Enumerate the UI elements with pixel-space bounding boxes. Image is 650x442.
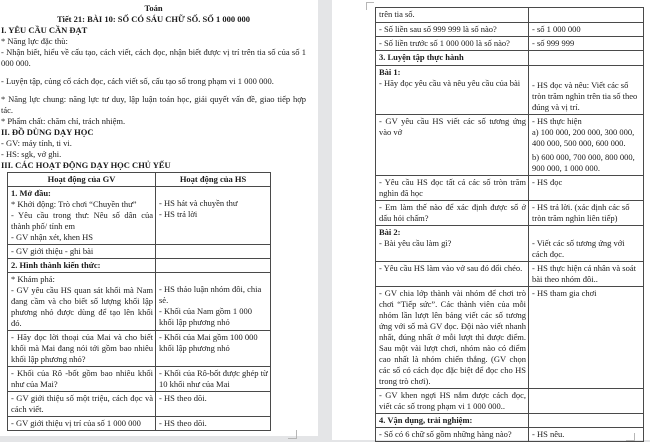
table-row bbox=[8, 187, 271, 245]
hs-cell bbox=[529, 8, 644, 23]
table-row bbox=[376, 414, 644, 428]
crop-mark-icon bbox=[288, 430, 297, 439]
table-row bbox=[376, 287, 644, 389]
table-row bbox=[376, 8, 644, 23]
table-row bbox=[376, 37, 644, 51]
page-left-content bbox=[0, 0, 318, 431]
text-line: - HS đọc và nêu: Viết các số tròn trăm nghìn trên tia số theo đúng và vị trí. bbox=[532, 80, 638, 112]
text-line: 1. Mở đầu: bbox=[11, 188, 51, 198]
text-line: - Yêu cầu HS làm vào vở sau đó đổi chéo. bbox=[379, 263, 523, 273]
text-line: - Khối của Rô-bốt được ghép từ 10 khối như của Mai bbox=[159, 368, 268, 389]
column-header: Hoạt động của HS bbox=[156, 173, 271, 187]
gv-cell bbox=[376, 201, 529, 226]
activities-table-page1 bbox=[7, 172, 271, 431]
hs-cell bbox=[156, 259, 271, 273]
text-line: Bài 1: bbox=[379, 67, 401, 77]
table-row bbox=[8, 331, 271, 367]
table-row bbox=[376, 428, 644, 442]
text-line: - GV yêu cầu HS quan sát khối mà Nam đang cầm và cho biết số lượng khối lập phương nhỏ được dùng để tạo lên khối đó. bbox=[11, 285, 153, 328]
text-line: 3. Luyện tập thực hành bbox=[379, 52, 464, 62]
gv-cell bbox=[376, 389, 529, 414]
table-row bbox=[8, 273, 271, 331]
gv-cell bbox=[8, 331, 156, 367]
paragraph: Toán bbox=[144, 3, 163, 13]
gv-cell bbox=[376, 66, 529, 115]
hs-cell bbox=[529, 389, 644, 414]
gv-cell bbox=[8, 367, 156, 392]
gv-cell bbox=[376, 176, 529, 201]
hs-cell bbox=[156, 331, 271, 367]
text-line: - Khối của Mai gồm 100 000 khối lập phương nhỏ bbox=[159, 332, 258, 353]
text-line: - Viết các số tương ứng với cách đọc. bbox=[532, 238, 625, 259]
gv-cell bbox=[376, 226, 529, 262]
hs-cell bbox=[529, 262, 644, 287]
text-line: - Khối của Nam gồm 1 000 khối lập phương nhỏ bbox=[159, 306, 253, 327]
table-row bbox=[8, 417, 271, 431]
paragraph: Tiết 21: BÀI 10: SỐ CÓ SÁU CHỮ SỐ. SỐ 1 000 000 bbox=[57, 14, 250, 24]
table-row bbox=[376, 176, 644, 201]
text-line: - HS trả lời. (xác định các số tròn trăm nghìn liên tiếp) bbox=[532, 202, 630, 223]
gv-cell bbox=[376, 51, 529, 66]
text-line: - HS theo dõi. bbox=[159, 418, 207, 428]
table-row bbox=[8, 367, 271, 392]
hs-cell bbox=[529, 66, 644, 115]
text-line: - Hãy đọc yêu cầu và nêu yêu cầu của bài bbox=[379, 78, 521, 88]
text-line: - Bài yêu cầu làm gì? bbox=[379, 238, 452, 248]
hs-cell bbox=[529, 226, 644, 262]
lesson-header-block bbox=[1, 3, 306, 171]
hs-cell bbox=[529, 414, 644, 428]
table-row bbox=[376, 226, 644, 262]
text-line: - Số liền trước số 1 000 000 là số nào? bbox=[379, 38, 510, 48]
gv-cell bbox=[8, 273, 156, 331]
gv-cell bbox=[376, 8, 529, 23]
hs-cell bbox=[156, 187, 271, 245]
text-line: - GV khen ngợi HS nắm được cách đọc, viết các số trong phạm vi 1 000 000.. bbox=[379, 390, 526, 411]
gv-cell bbox=[376, 428, 529, 442]
hs-cell bbox=[529, 176, 644, 201]
table-row bbox=[376, 51, 644, 66]
text-line: - Số có 6 chữ số gồm những hàng nào? bbox=[379, 429, 512, 439]
gv-cell bbox=[8, 245, 156, 259]
table-row bbox=[376, 389, 644, 414]
text-line: * Khám phá: bbox=[11, 274, 55, 284]
table-row bbox=[376, 66, 644, 115]
hs-cell bbox=[156, 273, 271, 331]
hs-cell bbox=[156, 245, 271, 259]
gv-cell bbox=[376, 287, 529, 389]
text-line: b) 600 000, 700 000, 800 000, 900 000, 1 000 000. bbox=[532, 152, 635, 173]
gv-cell bbox=[376, 37, 529, 51]
text-line: - Em làm thế nào để xác định được số ở dấu hỏi chấm? bbox=[379, 202, 526, 223]
text-line: - HS theo dõi. bbox=[159, 393, 207, 403]
paragraph: II. ĐỒ DÙNG DẠY HỌC bbox=[1, 127, 94, 137]
text-line: - GV giới thiệu số một triệu, cách đọc và cách viết. bbox=[11, 393, 153, 414]
table-row bbox=[8, 392, 271, 417]
text-line: - Yêu cầu trong thư: Nêu số dân của thành phố/ tỉnh em bbox=[11, 210, 153, 231]
paragraph: - Luyện tập, củng cố cách đọc, cách viết số, cấu tạo số trong phạm vi 1 000 000. bbox=[1, 76, 274, 86]
table-header-row bbox=[8, 173, 271, 187]
paragraph: - HS: sgk, vở ghi. bbox=[1, 149, 62, 159]
text-line: - HS trả lời bbox=[159, 209, 198, 219]
paragraph: * Phẩm chất: chăm chỉ, trách nhiệm. bbox=[1, 116, 126, 126]
text-line: trên tia số. bbox=[379, 9, 415, 19]
table-row bbox=[8, 245, 271, 259]
hs-cell bbox=[156, 417, 271, 431]
text-line: - HS tham gia chơi bbox=[532, 288, 597, 298]
text-line: - Hãy đọc lời thoại của Mai và cho biết khối mà Mai đang nói tới gồm bao nhiêu khối lập phương nhỏ? bbox=[11, 332, 153, 364]
text-line: - số 999 999 bbox=[532, 38, 575, 48]
gv-cell bbox=[376, 262, 529, 287]
gv-cell bbox=[8, 392, 156, 417]
hs-cell bbox=[529, 115, 644, 176]
text-line: - HS đọc bbox=[532, 177, 563, 187]
text-line: Bài 2: bbox=[379, 227, 401, 237]
text-line: - HS nêu. bbox=[532, 429, 565, 439]
text-line: - số 1 000 000 bbox=[532, 24, 581, 34]
paragraph: * Năng lực chung: năng lực tư duy, lập luận toán học, giải quyết vấn đề, giao tiếp hợp tác. bbox=[1, 94, 306, 115]
text-line: - Số liền sau số 999 999 là số nào? bbox=[379, 24, 497, 34]
hs-cell bbox=[156, 367, 271, 392]
hs-cell bbox=[529, 37, 644, 51]
text-line: - HS hát và chuyền thư bbox=[159, 198, 238, 208]
column-header: Hoạt động của GV bbox=[8, 173, 156, 187]
text-line: a) 100 000, 200 000, 300 000, 400 000, 500 000, 600 000. bbox=[532, 127, 635, 148]
activities-table-page2 bbox=[375, 7, 644, 442]
gv-cell bbox=[376, 23, 529, 37]
hs-cell bbox=[529, 287, 644, 389]
text-line: * Khởi động: Trò chơi “Chuyền thư” bbox=[11, 199, 137, 209]
page-right bbox=[332, 0, 650, 440]
paragraph: I. YÊU CẦU CẦN ĐẠT bbox=[1, 25, 88, 35]
paragraph: III. CÁC HOẠT ĐỘNG DẠY HỌC CHỦ YẾU bbox=[1, 160, 171, 170]
table-row bbox=[376, 201, 644, 226]
table-row bbox=[8, 259, 271, 273]
table-row bbox=[376, 115, 644, 176]
page-left bbox=[0, 0, 318, 436]
text-line: - GV giới thiệu - ghi bài bbox=[11, 246, 94, 256]
text-line: 4. Vận dụng, trải nghiệm: bbox=[379, 415, 473, 425]
hs-cell bbox=[156, 392, 271, 417]
table-row bbox=[376, 23, 644, 37]
gv-cell bbox=[376, 115, 529, 176]
hs-cell bbox=[529, 23, 644, 37]
gv-cell bbox=[8, 417, 156, 431]
text-line: - GV nhận xét, khen HS bbox=[11, 232, 93, 242]
text-line: - HS thảo luận nhóm đôi, chia sẻ. bbox=[159, 284, 262, 305]
paragraph: * Năng lực đặc thù: bbox=[1, 36, 68, 46]
paragraph: - Nhận biết, hiểu về cấu tạo, cách viết, cách đọc, nhận biết được vị trí trên tia số của số 1 000 000. bbox=[1, 47, 306, 68]
text-line: 2. Hình thành kiến thức: bbox=[11, 260, 101, 270]
text-line: - Yêu cầu HS đọc tất cả các số tròn trăm nghìn đã học bbox=[379, 177, 526, 198]
text-line: - GV yêu cầu HS viết các số tương ứng vào vở bbox=[379, 116, 526, 137]
gv-cell bbox=[8, 187, 156, 245]
hs-cell bbox=[529, 201, 644, 226]
text-line: - GV chia lớp thành vài nhóm để chơi trò chơi “Tiếp sức”. Các thành viên của mỗi nhóm lần lượt lên bảng viết các số tương ứng với số mà GV đọc. Đội nào viết nhanh nhất, đúng nhất ở mỗi lượt thì được điểm. Sau một vài lượt chơi, nhóm nào có điểm cao nhất là nhóm chiến thắng. (GV chọn các số có cách đọc đặc biệt để đọc cho HS trong trò chơi). bbox=[379, 288, 526, 386]
text-line: - HS thực hiện cá nhân và soát bài theo nhóm đôi.. bbox=[532, 263, 636, 284]
text-line: - HS thực hiện bbox=[532, 116, 582, 126]
text-line: - GV giới thiệu vị trí của số 1 000 000 bbox=[11, 418, 141, 428]
gv-cell bbox=[8, 259, 156, 273]
table-row bbox=[376, 262, 644, 287]
paragraph: - GV: máy tính, ti vi. bbox=[1, 138, 72, 148]
gv-cell bbox=[376, 414, 529, 428]
crop-mark-icon bbox=[366, 2, 374, 10]
text-line: - Khối của Rô -bốt gồm bao nhiêu khối như của Mai? bbox=[11, 368, 153, 389]
hs-cell bbox=[529, 51, 644, 66]
